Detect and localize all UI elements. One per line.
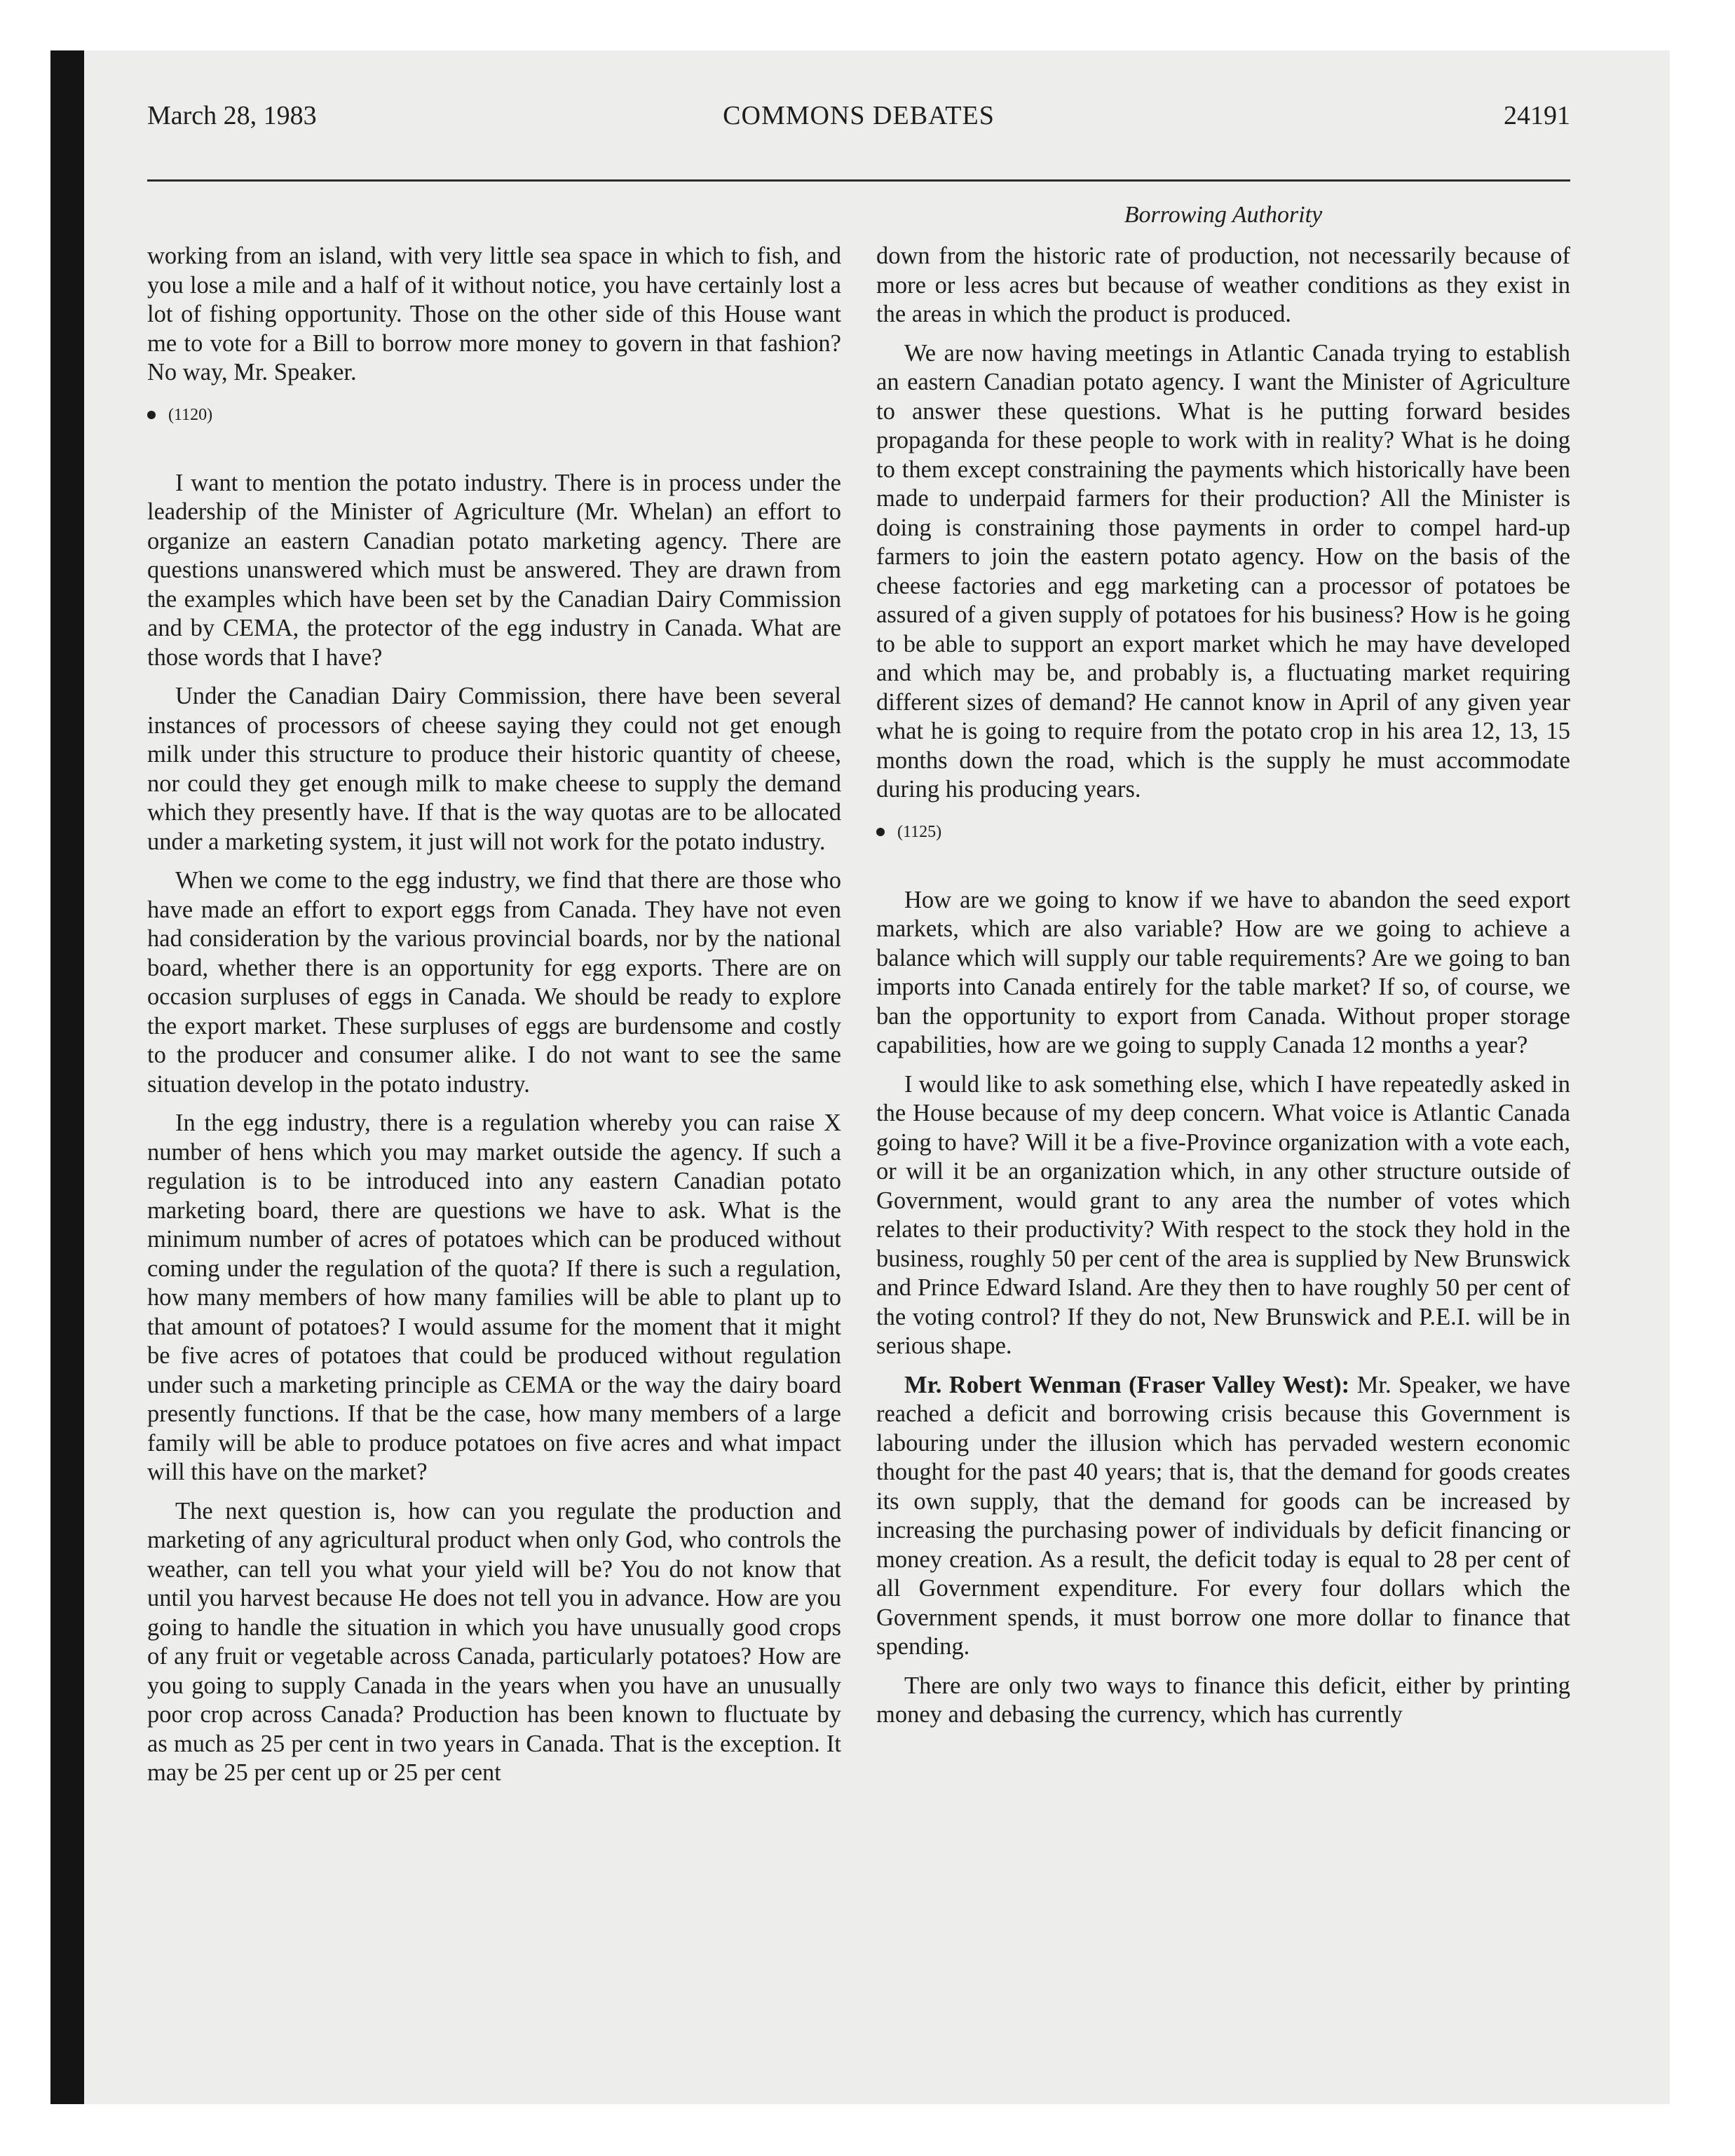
header-date: March 28, 1983 bbox=[147, 101, 317, 130]
paragraph: How are we going to know if we have to abandon the seed export markets, which are also variable? How are we going to achieve a balance which will supply our table requirements? Are we going to ban imports into Canada entirely for the table market? If so, of course, we ban the opportunity to export from Canada. Without proper storage capabilities, how are we going to supply Canada 12 months a year? bbox=[876, 886, 1570, 1058]
time-marker-label: (1120) bbox=[168, 405, 213, 424]
page-header bbox=[147, 98, 1570, 133]
right-column bbox=[876, 242, 1570, 1740]
bullet-icon bbox=[876, 828, 885, 836]
bullet-icon bbox=[147, 411, 156, 419]
time-marker-label: (1125) bbox=[897, 822, 942, 841]
speaker-text: Mr. Speaker, we have reached a deficit and borrowing crisis because this Government is labouring under the illusion which has pervaded western economic thought for the past 40 years; that is, that the demand for goods creates its own supply, that the demand for goods can be increased by increasing the purchasing power of individuals by deficit financing or money creation. As a result, the deficit today is equal to 28 per cent of all Government expenditure. For every four dollars which the Government spends, it must borrow one more dollar to finance that spending. bbox=[876, 1371, 1570, 1660]
paragraph: I would like to ask something else, which I have repeatedly asked in the House because of my deep concern. What voice is Atlantic Canada going to have? Will it be a five-Province organization with a vote each, or will it be an organization which, in any other structure outside of Government, would grant to any area the number of votes which relates to their productivity? With respect to the stock they hold in the business, roughly 50 per cent of the area is supplied by New Brunswick and Prince Edward Island. Are they then to have roughly 50 per cent of the voting control? If they do not, New Brunswick and P.E.I. will be in serious shape. bbox=[876, 1070, 1570, 1359]
time-marker bbox=[147, 404, 841, 425]
paragraph: We are now having meetings in Atlantic Canada trying to establish an eastern Canadian potato agency. I want the Minister of Agriculture to answer these questions. What is he putting forward besides propaganda for these people to work with in reality? What is he doing to them except constraining the payments which historically have been made to underpaid farmers for their production? All the Minister is doing is constraining those payments in order to compel hard-up farmers to join the eastern potato agency. How on the basis of the cheese factories and egg marketing can a processor of potatoes be assured of a given supply of potatoes for his business? How is he going to be able to support an export market which he may have developed and which may be, and probably is, a fluctuating market requiring different sizes of demand? He cannot know in April of any given year what he is going to require from the potato crop in his area 12, 13, 15 months down the road, which is the supply he must accommodate during his producing years. bbox=[876, 339, 1570, 803]
paragraph: I want to mention the potato industry. There is in process under the leadership of the Minister of Agriculture (Mr. Whelan) an effort to organize an eastern Canadian potato marketing agency. There are questions unanswered which must be answered. They are drawn from the examples which have been set by the Canadian Dairy Commission and by CEMA, the protector of the egg industry in Canada. What are those words that I have? bbox=[147, 469, 841, 671]
paragraph: down from the historic rate of production, not necessarily because of more or less acres but because of weather conditions as they exist in the areas in which the product is produced. bbox=[876, 243, 1570, 327]
left-column bbox=[147, 242, 841, 1798]
paragraph: working from an island, with very little sea space in which to fish, and you lose a mile and a half of it without notice, you have certainly lost a lot of fishing opportunity. Those on the other side of this House want me to vote for a Bill to borrow more money to govern in that fashion? No way, Mr. Speaker. bbox=[147, 243, 841, 386]
scan-edge bbox=[50, 50, 84, 2104]
paragraph: When we come to the egg industry, we find that there are those who have made an effort to export eggs from Canada. They have not even had consideration by the various provincial boards, nor by the national board, whether there is an opportunity for egg exports. There are on occasion surpluses of eggs in Canada. We should be ready to explore the export market. These surpluses of eggs are burdensome and costly to the producer and consumer alike. I do not want to see the same situation develop in the potato industry. bbox=[147, 867, 841, 1098]
header-page-number: 24191 bbox=[1504, 101, 1570, 130]
speaker-name: Mr. Robert Wenman (Fraser Valley West): bbox=[904, 1371, 1350, 1398]
time-marker bbox=[876, 821, 1570, 842]
header-rule bbox=[147, 179, 1570, 182]
paragraph: There are only two ways to finance this deficit, either by printing money and debasing the currency, which has currently bbox=[876, 1672, 1570, 1728]
speaker-paragraph bbox=[876, 1371, 1570, 1662]
paragraph: Under the Canadian Dairy Commission, there have been several instances of processors of cheese saying they could not get enough milk under this structure to produce their historic quantity of cheese, nor could they get enough milk to make cheese to supply the demand which they presently have. If that is the way quotas are to be allocated under a marketing system, it just will not work for the potato industry. bbox=[147, 683, 841, 855]
header-title: COMMONS DEBATES bbox=[723, 101, 995, 130]
paragraph: In the egg industry, there is a regulation whereby you can raise X number of hens which you may market outside the agency. If such a regulation is to be introduced into any eastern Canadian potato marketing board, there are questions we have to ask. What is the minimum number of acres of potatoes which can be produced without coming under the regulation of the quota? If there is such a regulation, how many members of how many families will be able to plant up to that amount of potatoes? I would assume for the moment that it might be five acres of potatoes that could be produced without regulation under such a marketing principle as CEMA or the way the dairy board presently functions. If that be the case, how many members of a large family will be able to produce potatoes on five acres and what impact will this have on the market? bbox=[147, 1110, 841, 1485]
paragraph: The next question is, how can you regulate the production and marketing of any agricultural product when only God, who controls the weather, can tell you what your yield will be? You do not know that until you harvest because He does not tell you in advance. How are you going to handle the situation in which you have unusually good crops of any fruit or vegetable across Canada, particularly potatoes? How are you going to supply Canada in the years when you have an unusually poor crop across Canada? Production has been known to fluctuate by as much as 25 per cent in two years in Canada. That is the exception. It may be 25 per cent up or 25 per cent bbox=[147, 1497, 841, 1786]
subject-heading: Borrowing Authority bbox=[1124, 202, 1323, 228]
